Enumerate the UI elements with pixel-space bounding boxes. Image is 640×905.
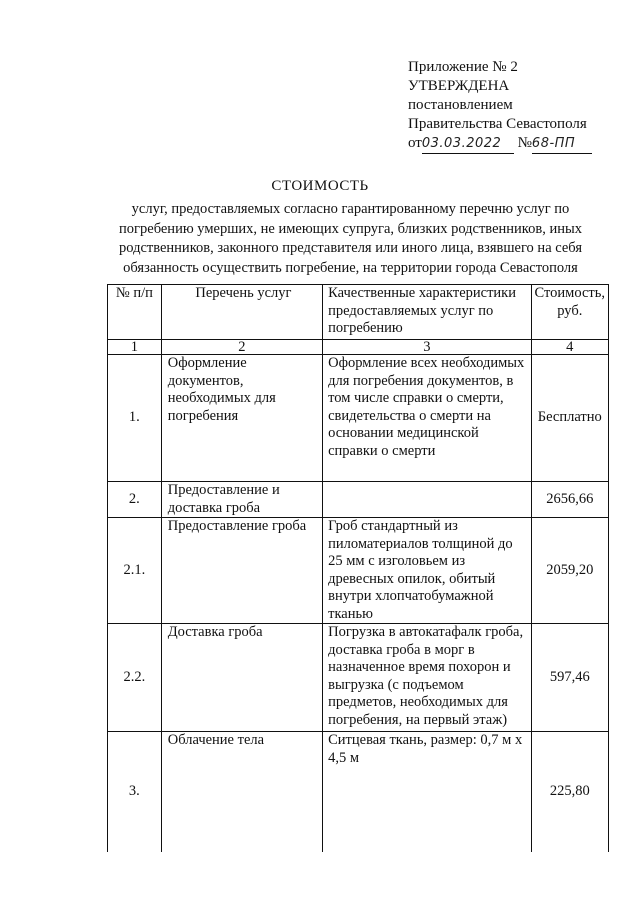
row-name: Доставка гроба [161, 624, 322, 732]
header-desc: Качественные характеристики предоставляемых услуг по погребению [323, 285, 531, 340]
row-price: 2656,66 [531, 482, 608, 518]
document-title: СТОИМОСТЬ [271, 178, 369, 194]
colnum-3: 3 [323, 340, 531, 355]
document-subtitle: услуг, предоставляемых согласно гарантированному перечню услуг по погребению умерших, не имеющих супруга, близких родственников, иных родственников, законного представителя или иного лица, взявшего на себя обязанность осуществить погребение, на территории города Севастополя [118, 201, 582, 276]
table-row [108, 732, 609, 853]
row-num: 2.1. [108, 518, 162, 624]
table-row [108, 624, 609, 732]
row-price: Бесплатно [531, 355, 608, 482]
row-name: Оформление документов, необходимых для погребения [161, 355, 322, 482]
date-underline-gap [504, 134, 514, 154]
table-row [108, 355, 609, 482]
row-num: 1. [108, 355, 162, 482]
date-number-line [408, 134, 633, 154]
colnum-1: 1 [108, 340, 162, 355]
date-value: 03.03.2022 [422, 134, 504, 154]
header-price: Стоимость, руб. [531, 285, 608, 340]
services-table [107, 284, 609, 852]
table-row [108, 482, 609, 518]
row-price: 597,46 [531, 624, 608, 732]
row-desc [323, 482, 531, 518]
row-num: 2. [108, 482, 162, 518]
row-name: Облачение тела [161, 732, 322, 853]
approved-label: УТВЕРЖДЕНА [408, 78, 510, 94]
number-value: 68-ПП [532, 134, 592, 154]
row-desc: Оформление всех необходимых для погребения документов, в том числе справки о смерти, свидетельства о смерти на основании медицинской справки о смерти [323, 355, 531, 482]
table-row [108, 518, 609, 624]
row-desc: Ситцевая ткань, размер: 0,7 м х 4,5 м [323, 732, 531, 853]
row-desc: Погрузка в автокатафалк гроба, доставка гроба в морг в назначенное время похорон и выгрузка (с подъемом предметов, необходимых для погребения, на первый этаж) [323, 624, 531, 732]
column-numbers-row [108, 340, 609, 355]
colnum-4: 4 [531, 340, 608, 355]
colnum-2: 2 [161, 340, 322, 355]
government-label: Правительства Севастополя [408, 116, 587, 132]
date-prefix: от [408, 135, 422, 151]
appendix-label: Приложение № 2 [408, 59, 518, 75]
row-desc: Гроб стандартный из пиломатериалов толщиной до 25 мм с изголовьем из древесных опилок, обитый внутри хлопчатобумажной тканью [323, 518, 531, 624]
table-header-row [108, 285, 609, 340]
number-prefix: № [517, 135, 532, 151]
row-num: 2.2. [108, 624, 162, 732]
row-name: Предоставление гроба [161, 518, 322, 624]
row-price: 225,80 [531, 732, 608, 853]
approval-block [408, 58, 633, 154]
row-num: 3. [108, 732, 162, 853]
header-name: Перечень услуг [161, 285, 322, 340]
resolution-label: постановлением [408, 97, 513, 113]
header-num: № п/п [108, 285, 162, 340]
row-price: 2059,20 [531, 518, 608, 624]
row-name: Предоставление и доставка гроба [161, 482, 322, 518]
